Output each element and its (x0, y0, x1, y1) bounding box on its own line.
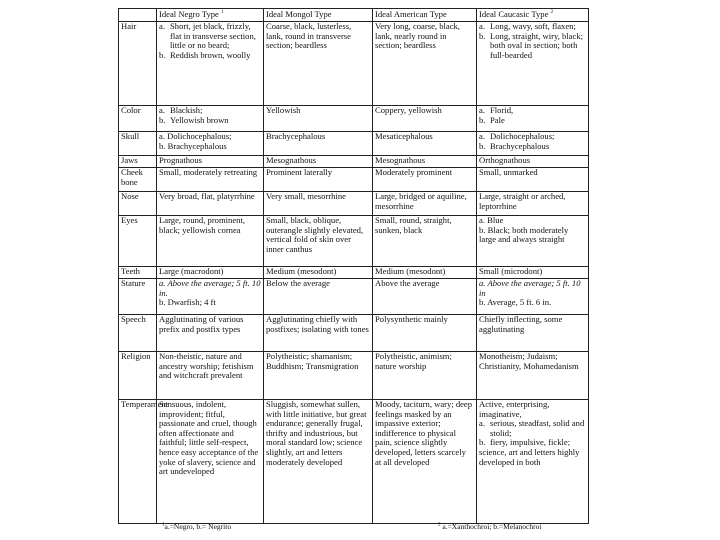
cell-temperament-caucasic: Active, enterprising, imaginative, a. serious, steadfast, solid and stolid; b. fiery, impulsive, fickle; science, art and letters highly developed in both (477, 400, 589, 524)
table-row-religion (119, 352, 589, 400)
table-row-hair (119, 22, 589, 106)
cell-nose-caucasic: Large, straight or arched, leptorrhine (477, 192, 589, 216)
cell-color-mongol: Yellowish (264, 106, 373, 132)
table-row-jaws (119, 156, 589, 168)
footnote-right: $^2$ a.=Xanthochroi; b.=Melanochroi (438, 522, 542, 531)
cell-temperament-american: Moody, taciturn, wary; deep feelings masked by an impassive exterior; indifference to physical pain, science slightly developed, letters scarcely at all developed (373, 400, 477, 524)
cell-religion-negro: Non-theistic, nature and ancestry worship; fetishism and witchcraft prevalent (157, 352, 264, 400)
table-row-cheek-bone (119, 168, 589, 192)
table-row-speech (119, 315, 589, 352)
cell-skull-american: Mesaticephalous (373, 132, 477, 156)
cell-religion-american: Polytheistic, animism; nature worship (373, 352, 477, 400)
cell-jaws-caucasic: Orthognathous (477, 156, 589, 168)
cell-jaws-mongol: Mesognathous (264, 156, 373, 168)
cell-color-negro: a. Blackish; b. Yellowish brown (157, 106, 264, 132)
cell-cheek-negro: Small, moderately retreating (157, 168, 264, 192)
cell-hair-negro: a. Short, jet black, frizzly, flat in transverse section, little or no beard; b. Reddish brown, woolly (157, 22, 264, 106)
cell-nose-negro: Very broad, flat, platyrrhine (157, 192, 264, 216)
cell-color-caucasic: a. Florid, b. Pale (477, 106, 589, 132)
header-mongol: Ideal Mongol Type (264, 9, 373, 22)
cell-skull-caucasic: a. Dolichocephalous; b. Brachycephalous (477, 132, 589, 156)
cell-stature-mongol: Below the average (264, 279, 373, 315)
cell-hair-american: Very long, coarse, black, lank, nearly round in section; beardless (373, 22, 477, 106)
table-row-stature (119, 279, 589, 315)
cell-jaws-american: Mesognathous (373, 156, 477, 168)
header-empty (119, 9, 157, 22)
cell-eyes-mongol: Small, black, oblique, outerangle slightly elevated, vertical fold of skin over inner canthus (264, 216, 373, 267)
cell-cheek-caucasic: Small, unmarked (477, 168, 589, 192)
row-label-religion: Religion (119, 352, 157, 400)
cell-stature-caucasic: a. Above the average; 5 ft. 10 in b. Average, 5 ft. 6 in. (477, 279, 589, 315)
row-label-temperament: Temperament (119, 400, 157, 524)
table-row-nose (119, 192, 589, 216)
cell-teeth-negro: Large (macrodont) (157, 267, 264, 279)
row-label-hair: Hair (119, 22, 157, 106)
table-row-temperament (119, 400, 589, 524)
header-negro: Ideal Negro Type $^1$ (157, 9, 264, 22)
cell-hair-mongol: Coarse, black, lusterless, lank, round in transverse section; beardless (264, 22, 373, 106)
cell-stature-american: Above the average (373, 279, 477, 315)
cell-temperament-mongol: Sluggish, somewhat sullen, with little initiative, but great endurance; generally frugal, thrifty and industrious, but moral standard low; science slightly, art and letters moderately developed (264, 400, 373, 524)
cell-stature-negro: a. Above the average; 5 ft. 10 in. b. Dwarfish; 4 ft (157, 279, 264, 315)
header-caucasic: Ideal Caucasic Type $^2$ (477, 9, 589, 22)
cell-color-american: Coppery, yellowish (373, 106, 477, 132)
table-row-color (119, 106, 589, 132)
cell-eyes-caucasic: a. Blue b. Black; both moderately large and always straight (477, 216, 589, 267)
cell-skull-negro: a. Dolichocephalous; b. Brachycephalous (157, 132, 264, 156)
cell-hair-caucasic: a. Long, wavy, soft, flaxen; b. Long, straight, wiry, black; both oval in section; both full-bearded (477, 22, 589, 106)
cell-jaws-negro: Prognathous (157, 156, 264, 168)
row-label-speech: Speech (119, 315, 157, 352)
cell-eyes-negro: Large, round, prominent, black; yellowish cornea (157, 216, 264, 267)
cell-teeth-caucasic: Small (microdont) (477, 267, 589, 279)
cell-speech-mongol: Agglutinating chiefly with postfixes; isolating with tones (264, 315, 373, 352)
header-row (119, 9, 589, 22)
cell-cheek-american: Moderately prominent (373, 168, 477, 192)
cell-teeth-mongol: Medium (mesodont) (264, 267, 373, 279)
table-row-eyes (119, 216, 589, 267)
cell-skull-mongol: Brachycephalous (264, 132, 373, 156)
cell-religion-caucasic: Monotheism; Judaism; Christianity, Mohamedanism (477, 352, 589, 400)
table-row-teeth (119, 267, 589, 279)
cell-speech-negro: Agglutinating of various prefix and postfix types (157, 315, 264, 352)
cell-speech-american: Polysynthetic mainly (373, 315, 477, 352)
race-types-table (118, 8, 589, 524)
row-label-eyes: Eyes (119, 216, 157, 267)
cell-temperament-negro: Sensuous, indolent, improvident; fitful, passionate and cruel, though often affectionate and faithful; little self-respect, hence easy acceptance of the yoke of slavery, science and art undeveloped (157, 400, 264, 524)
table-row-skull (119, 132, 589, 156)
cell-religion-mongol: Polytheistic; shamanism; Buddhism; Transmigration (264, 352, 373, 400)
cell-eyes-american: Small, round, straight, sunken, black (373, 216, 477, 267)
footnote-left: $^1$a.=Negro, b.= Negrito (162, 522, 232, 531)
row-label-teeth: Teeth (119, 267, 157, 279)
cell-nose-american: Large, bridged or aquiline, mesorrhine (373, 192, 477, 216)
cell-teeth-american: Medium (mesodont) (373, 267, 477, 279)
row-label-jaws: Jaws (119, 156, 157, 168)
cell-speech-caucasic: Chiefly inflecting, some agglutinating (477, 315, 589, 352)
row-label-stature: Stature (119, 279, 157, 315)
header-american: Ideal American Type (373, 9, 477, 22)
row-label-color: Color (119, 106, 157, 132)
cell-cheek-mongol: Prominent laterally (264, 168, 373, 192)
row-label-skull: Skull (119, 132, 157, 156)
cell-nose-mongol: Very small, mesorrhine (264, 192, 373, 216)
row-label-nose: Nose (119, 192, 157, 216)
row-label-cheek-bone: Cheek bone (119, 168, 157, 192)
